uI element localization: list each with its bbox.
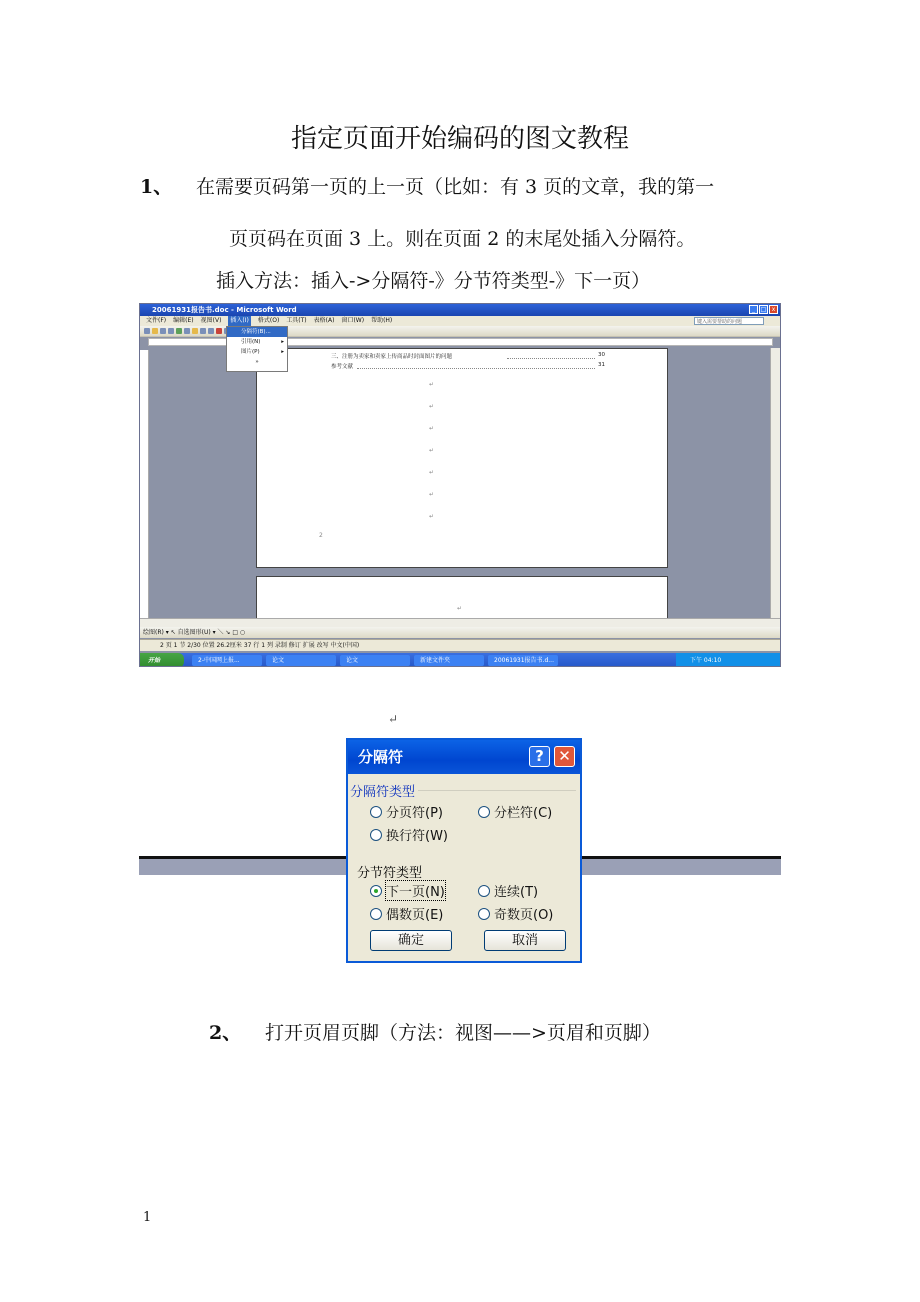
radio-icon	[478, 806, 490, 818]
radio-icon	[478, 908, 490, 920]
paragraph-mark: ↵	[429, 403, 435, 410]
text-wrap-break-radio[interactable]: 换行符(W)	[370, 825, 448, 844]
step1-line1: 在需要页码第一页的上一页（比如：有 3 页的文章，我的第一	[196, 176, 715, 198]
page-label: 2	[319, 532, 323, 539]
dialog-title: 分隔符	[358, 748, 404, 766]
paragraph-mark: ↵	[429, 491, 435, 498]
help-icon[interactable]: ?	[529, 746, 550, 767]
step1-line3: 插入方法：插入->分隔符-》分节符类型-》下一页）	[216, 270, 651, 292]
menu-item-break[interactable]: 分隔符(B)...	[227, 327, 287, 337]
spell-icon[interactable]	[176, 328, 182, 334]
step2-text: 打开页眉页脚（方法：视图——>页眉和页脚）	[265, 1022, 661, 1044]
page-break-radio[interactable]: 分页符(P)	[370, 802, 443, 821]
next-page-radio[interactable]: 下一页(N)	[370, 881, 445, 900]
cancel-button[interactable]: 取消	[484, 930, 566, 951]
taskbar-item[interactable]: 论文	[266, 655, 336, 666]
return-mark: ↵	[388, 712, 399, 726]
paragraph-mark: ↵	[429, 513, 435, 520]
radio-icon	[370, 908, 382, 920]
print-icon[interactable]	[168, 328, 174, 334]
break-dialog	[346, 738, 582, 963]
radio-icon	[478, 885, 490, 897]
group-separator	[418, 790, 576, 791]
submenu-arrow-icon: ▸	[281, 349, 284, 355]
toc-leader	[507, 358, 595, 359]
radio-selected-icon	[370, 885, 382, 897]
menu-tools[interactable]: 工具(T)	[286, 317, 307, 324]
menu-item-reference[interactable]: 引用(N) ▸	[241, 339, 284, 345]
drawing-toolbar[interactable]: 绘图(R) ▾ ↖ 自选图形(U) ▾ ＼ ↘ □ ○	[140, 627, 780, 638]
even-page-radio[interactable]: 偶数页(E)	[370, 904, 443, 923]
step2-number: 2、	[209, 1022, 242, 1044]
new-icon[interactable]	[144, 328, 150, 334]
dialog-titlebar	[348, 740, 580, 774]
menu-expand-icon[interactable]: »	[255, 359, 259, 365]
toc-entry-2-page: 31	[598, 362, 605, 368]
help-search-input[interactable]: 键入需要帮助的问题	[694, 317, 764, 325]
menu-item-picture[interactable]: 图片(P) ▸	[241, 349, 284, 355]
document-title: 指定页面开始编码的图文教程	[290, 124, 629, 154]
radio-icon	[370, 806, 382, 818]
minimize-icon[interactable]: _	[749, 305, 758, 314]
start-button[interactable]: 开始	[140, 653, 184, 667]
paragraph-mark: ↵	[429, 469, 435, 476]
odd-page-radio[interactable]: 奇数页(O)	[478, 904, 553, 923]
bold-icon[interactable]	[216, 328, 222, 334]
redo-icon[interactable]	[208, 328, 214, 334]
step1-number: 1、	[140, 176, 173, 198]
continuous-radio[interactable]: 连续(T)	[478, 881, 538, 900]
cut-icon[interactable]	[184, 328, 190, 334]
taskbar-item[interactable]: 论文	[340, 655, 410, 666]
section-break-type-label: 分节符类型	[357, 866, 423, 881]
save-icon[interactable]	[160, 328, 166, 334]
document-page-2[interactable]	[256, 348, 668, 568]
break-type-label: 分隔符类型	[350, 785, 416, 800]
menu-window[interactable]: 窗口(W)	[341, 317, 365, 324]
undo-icon[interactable]	[200, 328, 206, 334]
radio-icon	[370, 829, 382, 841]
system-tray: 下午 04:10	[676, 653, 780, 667]
open-icon[interactable]	[152, 328, 158, 334]
close-icon[interactable]: x	[769, 305, 778, 314]
paragraph-mark: ↵	[429, 381, 435, 388]
paragraph-mark: ↵	[429, 447, 435, 454]
toc-entry-1-page: 30	[598, 352, 605, 358]
paragraph-mark: ↵	[429, 425, 435, 432]
menu-file[interactable]: 文件(F)	[146, 317, 167, 324]
insert-menu-dropdown	[226, 326, 288, 372]
windows-taskbar	[140, 653, 780, 667]
menu-format[interactable]: 格式(O)	[257, 317, 280, 324]
menu-view[interactable]: 视图(V)	[200, 317, 222, 324]
menu-edit[interactable]: 编辑(E)	[173, 317, 194, 324]
step1-line2: 页页码在页面 3 上。则在页面 2 的末尾处插入分隔符。	[229, 228, 696, 250]
paste-icon[interactable]	[192, 328, 198, 334]
ok-button[interactable]: 确定	[370, 930, 452, 951]
taskbar-item[interactable]: 新建文件夹	[414, 655, 484, 666]
toc-leader	[357, 368, 595, 369]
taskbar-item[interactable]: 20061931报告书.d...	[488, 655, 558, 666]
menu-bar	[140, 316, 780, 326]
close-icon[interactable]: ✕	[554, 746, 575, 767]
word-screenshot	[139, 303, 781, 667]
page-number: 1	[143, 1210, 152, 1225]
paragraph-mark: ↵	[457, 605, 463, 612]
taskbar-item[interactable]: 2-中国网上报...	[192, 655, 262, 666]
menu-insert[interactable]: 插入(I)	[230, 317, 249, 324]
horizontal-scrollbar[interactable]	[140, 618, 780, 627]
window-title: 20061931报告书.doc - Microsoft Word	[152, 306, 297, 314]
toc-entry-1: 三、注册为卖家和卖家上传商品时封面图片的问题	[331, 354, 453, 360]
menu-help[interactable]: 帮助(H)	[371, 317, 393, 324]
submenu-arrow-icon: ▸	[281, 339, 284, 345]
maximize-icon[interactable]: □	[760, 306, 767, 313]
vertical-scrollbar[interactable]	[770, 348, 780, 628]
menu-table[interactable]: 表格(A)	[313, 317, 335, 324]
toc-entry-2: 参考文献	[331, 364, 354, 370]
status-bar: 2 页 1 节 2/30 位置 26.2厘米 37 行 1 列 录制 修订 扩展 改写 中文(中国)	[140, 639, 780, 651]
column-break-radio[interactable]: 分栏符(C)	[478, 802, 552, 821]
window-titlebar	[140, 304, 780, 316]
vertical-ruler	[140, 350, 149, 618]
